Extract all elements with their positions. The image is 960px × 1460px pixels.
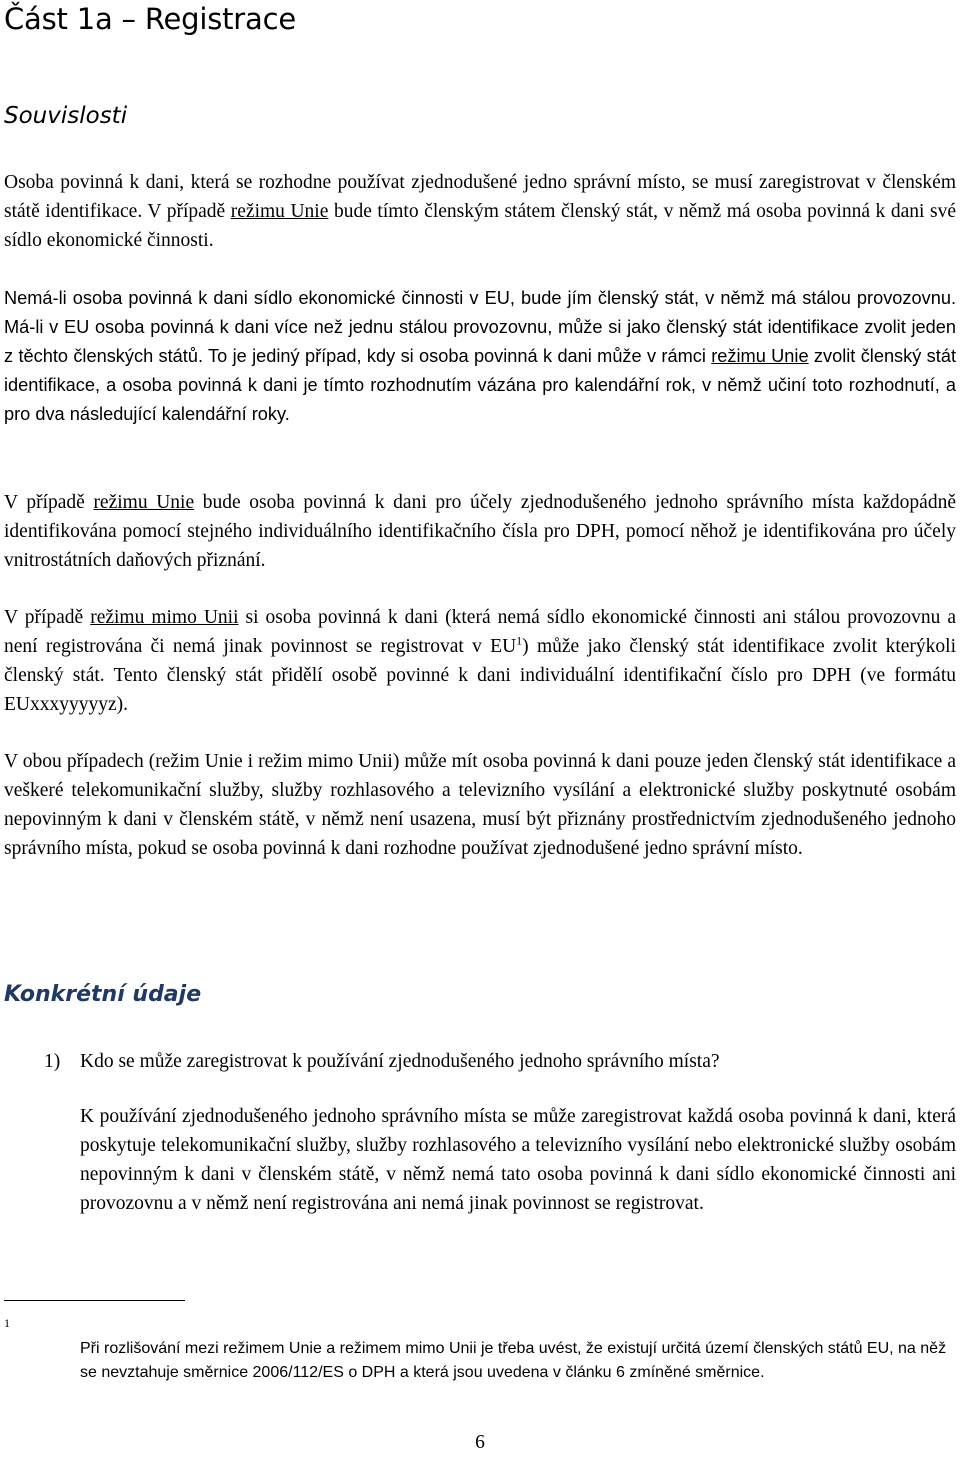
paragraph-1	[4, 168, 956, 255]
paragraph-5: V obou případech (režim Unie i režim mimo Unii) může mít osoba povinná k dani pouze jeden členský stát identifikace a veškeré telekomunikační služby, služby rozhlasového a televizního vysílání a elektronické služby poskytnuté osobám nepovinným k dani v členském státě, v němž není usazena, musí být přiznány prostřednictvím zjednodušeného jednoho správního místa, pokud se osoba povinná k dani rozhodne používat zjednodušené jedno správní místo.	[4, 751, 956, 859]
paragraph-1-text-a: Osoba povinná k dani, která se rozhodne používat zjednodušené jedno správní místo, se musí zaregistrovat v členském státě identifikace. V případě	[4, 172, 956, 222]
rezim-mimo-unii-link[interactable]: režimu mimo Unii	[90, 607, 239, 628]
paragraph-3-text-b: bude osoba povinná k dani pro účely zjednodušeného jednoho správního místa každopádně identifikována pomocí stejného individuálního identifikačního čísla pro DPH, pomocí něhož je identifikována pro účely vnitrostátních daňových přiznání.	[4, 492, 956, 571]
paragraph-1-text-b: bude tímto členským státem členský stát, v němž má osoba povinná k dani své sídlo ekonomické činnosti.	[4, 201, 957, 251]
paragraph-4	[4, 603, 956, 719]
paragraph-4-text-c: ) může jako členský stát identifikace zvolit kterýkoli členský stát. Tento členský stát přidělí osobě povinné k dani individuální identifikační číslo pro DPH (ve formátu EUxxxyyyyyz).	[4, 636, 956, 715]
question-text: Kdo se může zaregistrovat k používání zjednodušeného jednoho správního místa?	[80, 1051, 720, 1072]
rezim-unie-link[interactable]: režimu Unie	[230, 201, 329, 222]
question-1	[44, 1047, 956, 1076]
section-heading-souvislosti: Souvislosti	[4, 103, 128, 129]
section-heading-konkretni-udaje: Konkrétní údaje	[4, 982, 202, 1007]
paragraph-2	[4, 284, 956, 429]
footnote-divider	[4, 1300, 185, 1301]
paragraph-3-text-a: V případě	[4, 492, 94, 513]
paragraph-2-text-b: zvolit členský stát identifikace, a osoba povinná k dani je tímto rozhodnutím vázána pro kalendářní rok, v němž učiní toto rozhodnutí, a pro dva následující kalendářní roky.	[4, 346, 956, 424]
rezim-unie-link[interactable]: režimu Unie	[93, 492, 195, 513]
page-number: 6	[475, 1432, 485, 1453]
paragraph-3	[4, 488, 956, 575]
footnote-reference[interactable]: 1	[516, 633, 523, 648]
paragraph-2-text-a: Nemá-li osoba povinná k dani sídlo ekonomické činnosti v EU, bude jím členský stát, v němž má stálou provozovnu. Má-li v EU osoba povinná k dani více než jednu stálou provozovnu, může si jako členský stát identifikace zvolit jeden z těchto členských států. To je jediný případ, kdy si osoba povinná k dani může v rámci	[4, 288, 956, 366]
paragraph-4-text-a: V případě	[4, 607, 91, 628]
rezim-unie-link[interactable]: režimu Unie	[711, 346, 809, 366]
question-number: 1)	[44, 1051, 61, 1072]
page-title: Část 1a – Registrace	[4, 2, 296, 36]
answer-1: K používání zjednodušeného jednoho správního místa se může zaregistrovat každá osoba povinná k dani, která poskytuje telekomunikační služby, služby rozhlasového a televizního vysílání nebo elektronické služby osobám nepovinným k dani v členském státě, v němž nemá tato osoba povinná k dani sídlo ekonomické činnosti ani provozovnu a v němž není registrována ani nemá jinak povinnost se registrovat.	[80, 1106, 956, 1214]
footnote-number: 1	[4, 1316, 10, 1330]
paragraph-4-text-b: si osoba povinná k dani (která nemá sídlo ekonomické činnosti ani stálou provozovnu a není registrována či nemá jinak povinnost se registrovat v EU	[4, 607, 957, 657]
footnote-text: Při rozlišování mezi režimem Unie a režimem mimo Unii je třeba uvést, že existují určitá území členských států EU, na něž se nevztahuje směrnice 2006/112/ES o DPH a která jsou uvedena v článku 6 zmíněné směrnice.	[80, 1340, 947, 1381]
